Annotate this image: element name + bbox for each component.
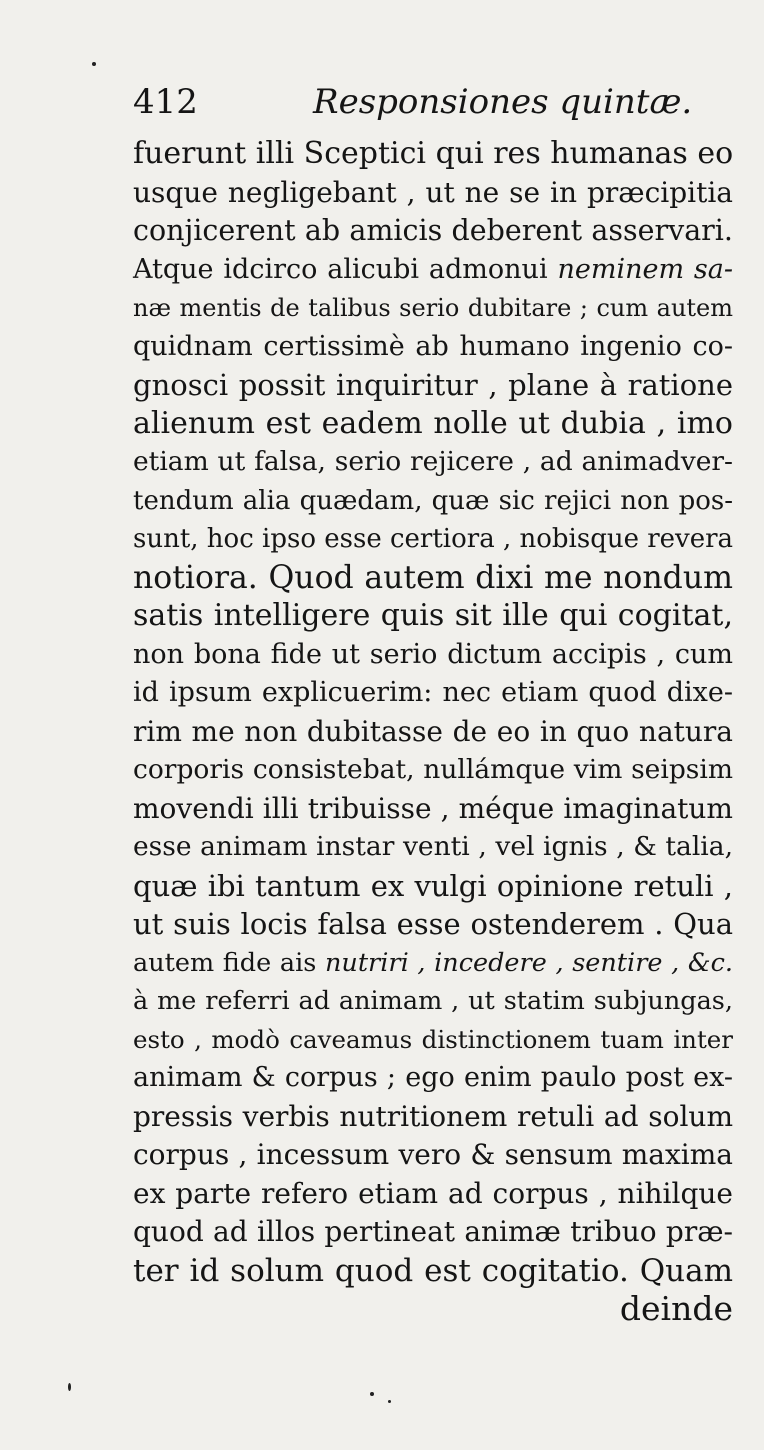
text-line: movendi illi tribuisse , méque imaginatum: [133, 791, 733, 825]
text-line: tendum alia quædam, quæ sic rejici non pos-: [133, 485, 733, 516]
text-line: usque negligebant , ut ne se in præcipitia: [133, 175, 733, 209]
text-line: notiora. Quod autem dixi me nondum: [133, 559, 733, 596]
ink-speck: [388, 1400, 391, 1403]
text-line: etiam ut falsa, serio rejicere , ad animadver-: [133, 446, 733, 477]
ink-speck: [370, 1392, 374, 1396]
text-line: corporis consistebat, nullámque vim seipsim: [133, 754, 733, 785]
text-line: pressis verbis nutritionem retuli ad solum: [133, 1099, 733, 1133]
text-line: rim me non dubitasse de eo in quo natura: [133, 714, 733, 748]
text-line: quidnam certissimè ab humano ingenio co-: [133, 330, 733, 362]
running-title: Responsiones quintæ.: [313, 82, 693, 122]
text-line: non bona fide ut serio dictum accipis , cum: [133, 638, 733, 670]
text-line: id ipsum explicuerim: nec etiam quod dixe-: [133, 677, 733, 708]
page-header: [133, 82, 733, 122]
text-line: quæ ibi tantum ex vulgi opinione retuli ,: [133, 868, 733, 903]
text-line-roman: autem fide ais: [133, 947, 325, 978]
text-line: à me referri ad animam , ut statim subjungas,: [133, 986, 733, 1016]
text-line: esse animam instar venti , vel ignis , & talia,: [133, 831, 733, 862]
text-line: corpus , incessum vero & sensum maxima: [133, 1138, 733, 1171]
text-line: satis intelligere quis sit ille qui cogitat,: [133, 598, 733, 633]
text-line: conjicerent ab amicis deberent asservari.: [133, 214, 733, 247]
text-line-italic: neminem sa-: [557, 253, 734, 285]
text-line: gnosci possit inquiritur , plane à ratione: [133, 368, 733, 402]
catchword: deinde: [619, 1289, 733, 1328]
text-line: [133, 251, 733, 290]
text-line: animam & corpus ; ego enim paulo post ex-: [133, 1062, 733, 1093]
text-line: næ mentis de talibus serio dubitare ; cum autem: [133, 294, 733, 322]
ink-speck: [68, 1383, 71, 1391]
text-line-roman: Atque idcirco alicubi admonui: [133, 253, 558, 285]
body-text: [133, 135, 733, 1329]
text-line: esto , modò caveamus distinctionem tuam inter: [133, 1024, 733, 1054]
text-line-italic: nutriri , incedere , sentire , &c.: [324, 947, 733, 978]
ink-speck: [92, 62, 96, 66]
text-line: fuerunt illi Sceptici qui res humanas eo: [133, 136, 734, 171]
text-line: ex parte refero etiam ad corpus , nihilque: [133, 1176, 733, 1210]
text-line: [133, 944, 733, 983]
text-line: sunt, hoc ipso esse certiora , nobisque revera: [133, 524, 734, 554]
page-number: 412: [133, 82, 198, 122]
text-line: alienum est eadem nolle ut dubia , imo: [133, 405, 733, 441]
text-line: ut suis locis falsa esse ostenderem . Qua: [133, 907, 733, 941]
text-line: quod ad illos pertineat animæ tribuo præ-: [133, 1215, 733, 1248]
text-line: ter id solum quod est cogitatio. Quam: [133, 1252, 733, 1289]
